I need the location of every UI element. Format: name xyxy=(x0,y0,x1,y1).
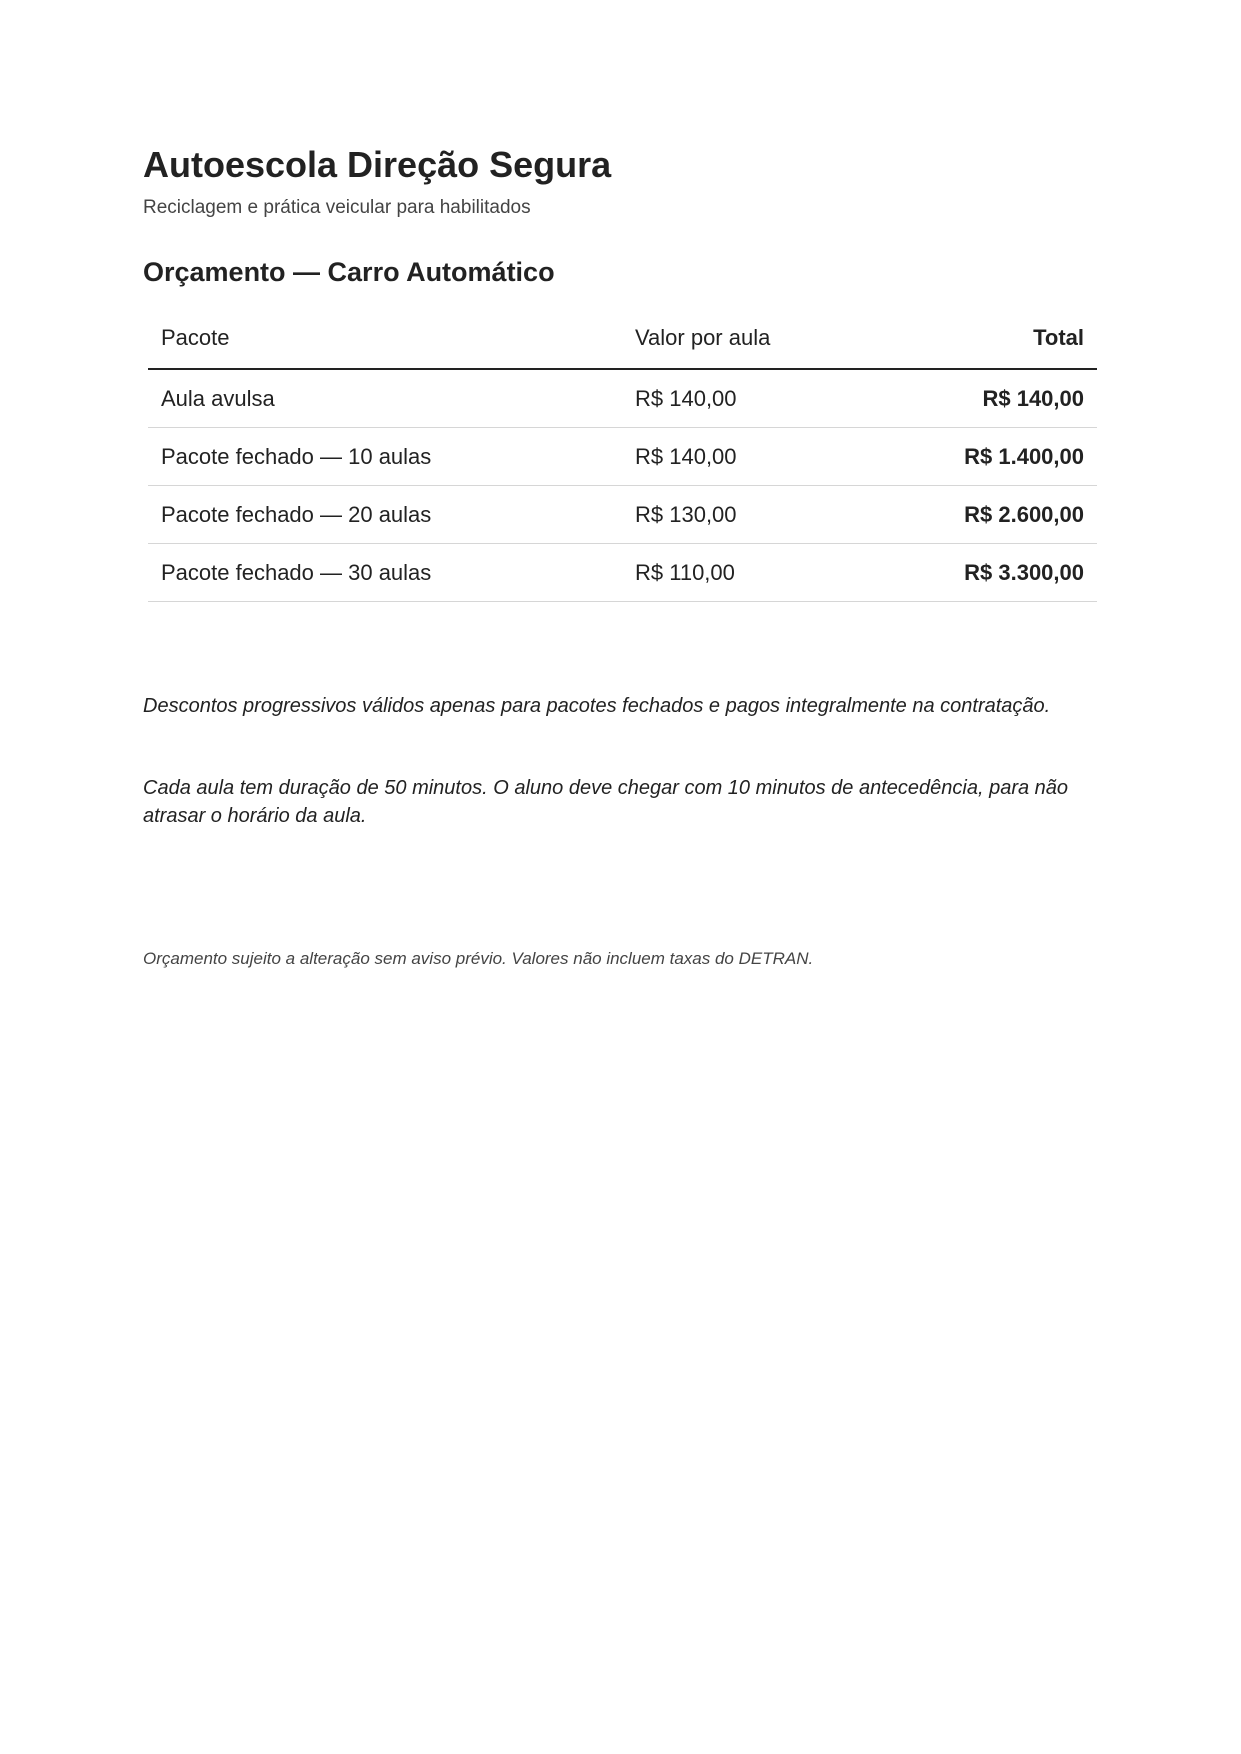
column-header-pacote: Pacote xyxy=(148,310,622,369)
cell-valor-por-aula: R$ 110,00 xyxy=(622,544,938,602)
disclaimer-note: Orçamento sujeito a alteração sem aviso prévio. Valores não incluem taxas do DETRAN. xyxy=(143,949,814,968)
quote-document xyxy=(143,140,1098,970)
cell-total: R$ 140,00 xyxy=(938,369,1097,428)
table-row xyxy=(148,369,1097,428)
page-subtitle: Reciclagem e prática veicular para habilitados xyxy=(143,197,531,218)
table-row xyxy=(148,428,1097,486)
column-header-valor-por-aula: Valor por aula xyxy=(622,310,938,369)
cell-valor-por-aula: R$ 130,00 xyxy=(622,486,938,544)
cell-pacote: Pacote fechado — 10 aulas xyxy=(148,428,622,486)
table-row xyxy=(148,544,1097,602)
cell-pacote: Aula avulsa xyxy=(148,369,622,428)
cell-pacote: Pacote fechado — 20 aulas xyxy=(148,486,622,544)
quote-section-title: Orçamento — Carro Automático xyxy=(143,257,555,287)
table-header-row xyxy=(148,310,1097,369)
cell-valor-por-aula: R$ 140,00 xyxy=(622,369,938,428)
duration-note: Cada aula tem duração de 50 minutos. O aluno deve chegar com 10 minutos de antecedência, para não atrasar o horário da aula. xyxy=(143,777,1069,827)
column-header-total: Total xyxy=(938,310,1097,369)
price-table xyxy=(148,310,1097,602)
cell-pacote: Pacote fechado — 30 aulas xyxy=(148,544,622,602)
cell-total: R$ 2.600,00 xyxy=(938,486,1097,544)
table-row xyxy=(148,486,1097,544)
cell-total: R$ 3.300,00 xyxy=(938,544,1097,602)
cell-total: R$ 1.400,00 xyxy=(938,428,1097,486)
cell-valor-por-aula: R$ 140,00 xyxy=(622,428,938,486)
discount-note: Descontos progressivos válidos apenas para pacotes fechados e pagos integralmente na contratação. xyxy=(143,695,1051,717)
page-title: Autoescola Direção Segura xyxy=(143,144,612,185)
